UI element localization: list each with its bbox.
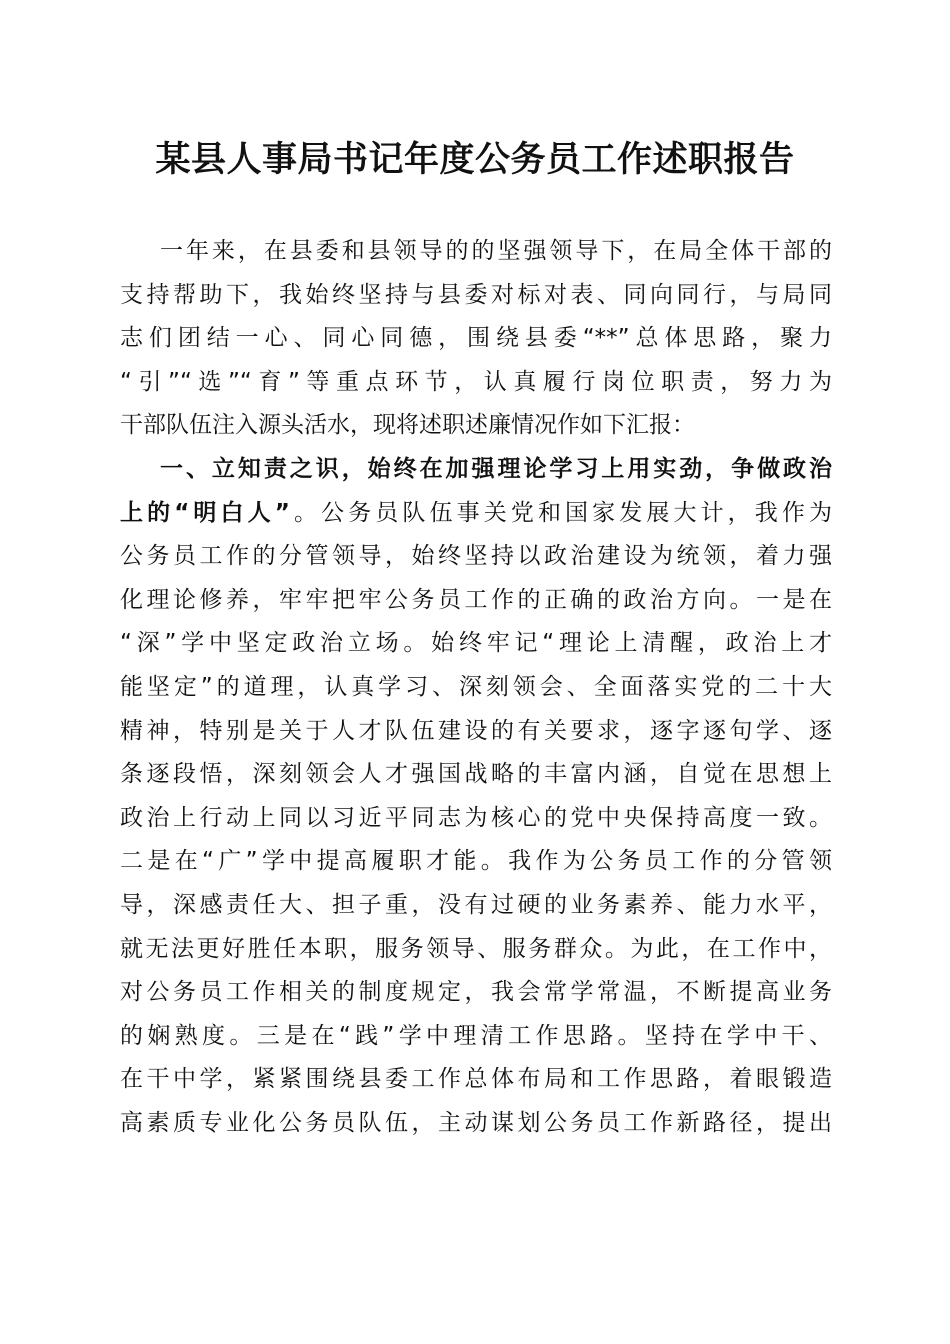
paragraph-line: 干部队伍注入源头活水，现将述职述廉情况作如下汇报： (120, 412, 695, 439)
section-heading-continuation (120, 492, 832, 536)
paragraph-line: 导，深感责任大、担子重，没有过硬的业务素养、能力水平， (120, 891, 832, 918)
paragraph-line: 条逐段悟，深刻领会人才强国战略的丰富内涵，自觉在思想上 (120, 761, 832, 788)
paragraph-text: 。公务员队伍事关党和国家发展大计，我作为 (289, 499, 833, 526)
document-title: 某县人事局书记年度公务员工作述职报告 (155, 139, 795, 180)
paragraph-line: 对公务员工作相关的制度规定，我会常学常温，不断提高业务 (120, 979, 832, 1006)
paragraph-line: 的娴熟度。三是在“践”学中理清工作思路。坚持在学中干、 (120, 1022, 832, 1049)
paragraph-line: 能坚定”的道理，认真学习、深刻领会、全面落实党的二十大 (120, 673, 832, 700)
paragraph-line: 化理论修养，牢牢把牢公务员工作的正确的政治方向。一是在 (120, 586, 832, 613)
paragraph-line: 二是在“广”学中提高履职才能。我作为公务员工作的分管领 (120, 848, 832, 875)
section-heading: 一、立知责之识，始终在加强理论学习上用实劲，争做政治 (160, 455, 832, 482)
paragraph-line: 高素质专业化公务员队伍，主动谋划公务员工作新路径，提出 (120, 1109, 832, 1136)
paragraph-line: 就无法更好胜任本职，服务领导、服务群众。为此，在工作中， (120, 935, 832, 962)
paragraph-line: 志们团结一心、同心同德，围绕县委“**”总体思路，聚力 (120, 325, 832, 352)
paragraph-line: 支持帮助下，我始终坚持与县委对标对表、同向同行，与局同 (120, 281, 832, 308)
paragraph-line: 政治上行动上同以习近平同志为核心的党中央保持高度一致。 (120, 804, 832, 831)
paragraph-line: “深”学中坚定政治立场。始终牢记“理论上清醒，政治上才 (120, 630, 832, 657)
intro-paragraph (120, 230, 832, 448)
paragraph-line: “引”“选”“育”等重点环节，认真履行岗位职责，努力为 (120, 368, 832, 395)
paragraph-line: 公务员工作的分管领导，始终坚持以政治建设为统领，着力强 (120, 543, 832, 570)
section-heading-end: 上的“明白人” (120, 499, 290, 526)
paragraph-line: 一年来，在县委和县领导的的坚强领导下，在局全体干部的 (160, 238, 832, 264)
document-body (120, 230, 832, 1145)
paragraph-line: 在干中学，紧紧围绕县委工作总体布局和工作思路，着眼锻造 (120, 1066, 832, 1093)
paragraph-line: 精神，特别是关于人才队伍建设的有关要求，逐字逐句学、逐 (120, 717, 832, 744)
section-1 (120, 448, 832, 1146)
